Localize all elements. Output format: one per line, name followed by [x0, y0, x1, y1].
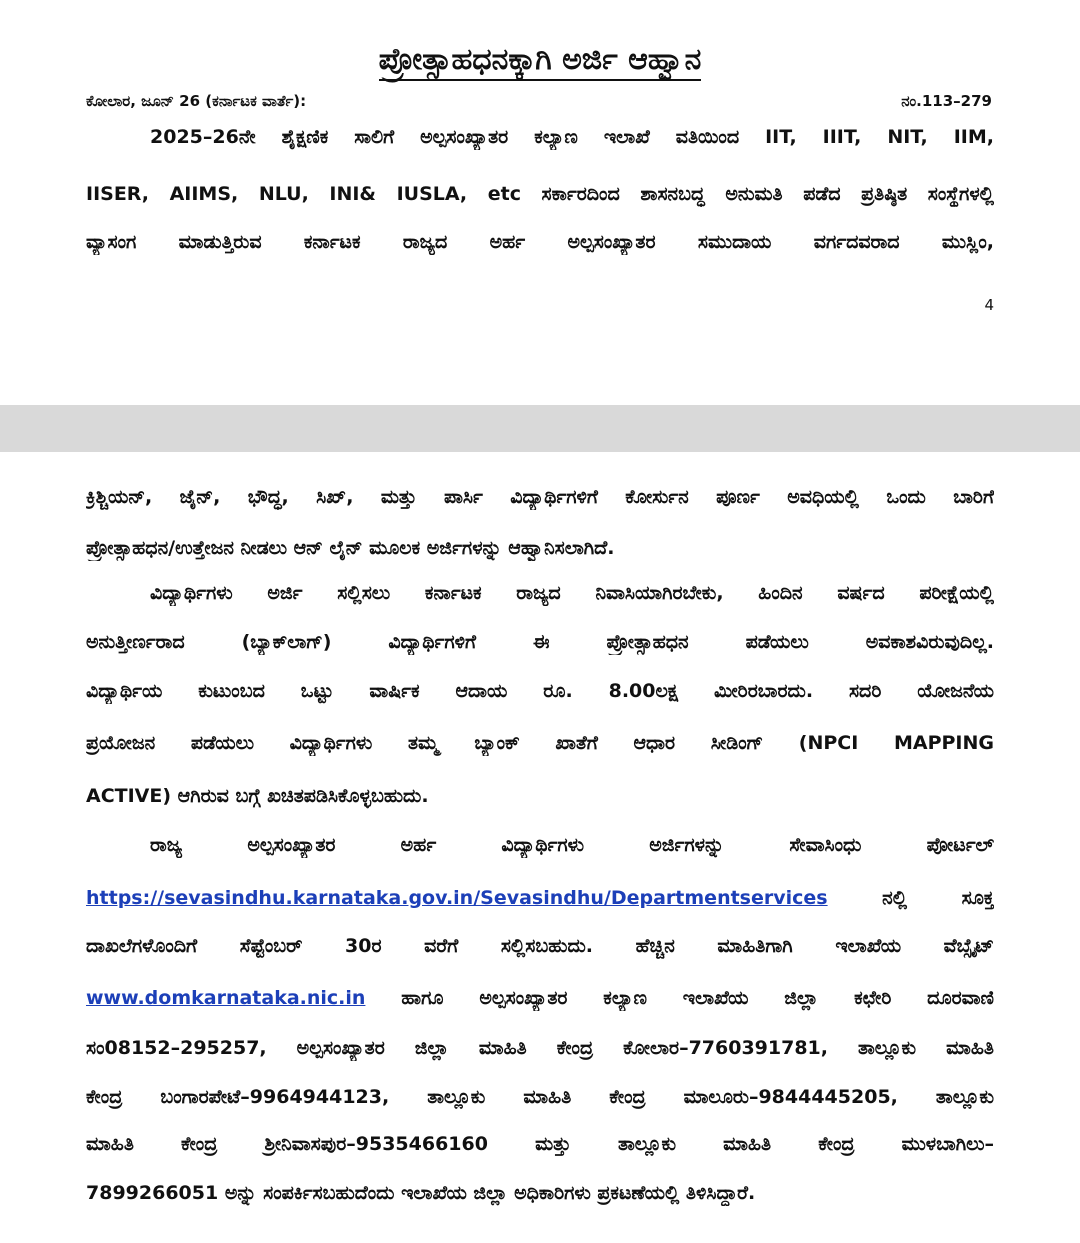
body-line: ದಾಖಲೆಗಳೊಂದಿಗೆ ಸೆಪ್ಟೆಂಬರ್ 30ರ ವರೆಗೆ ಸಲ್ಲಿಸಬಹುದು. ಹೆಚ್ಚಿನ ಮಾಹಿತಿಗಾಗಿ ಇಲಾಖೆಯ ವೆಬ್ಸೈಟ್	[86, 935, 994, 957]
body-line: ACTIVE) ಆಗಿರುವ ಬಗ್ಗೆ ಖಚಿತಪಡಿಸಿಕೊಳ್ಳಬಹುದು.	[86, 785, 429, 807]
sevasindhu-after-text: ನಲ್ಲಿ ಸೂಕ್ತ	[882, 887, 994, 909]
website-link[interactable]: www.domkarnataka.nic.in	[86, 987, 366, 1009]
body-line: IISER, AIIMS, NLU, INI& IUSLA, etc ಸರ್ಕಾರದಿಂದ ಶಾಸನಬದ್ಧ ಅನುಮತಿ ಪಡೆದ ಪ್ರತಿಷ್ಠಿತ ಸಂಸ್ಥೆಗಳಲ್ಲಿ	[86, 183, 994, 205]
website-after-text: ಹಾಗೂ ಅಲ್ಪಸಂಖ್ಯಾತರ ಕಲ್ಯಾಣ ಇಲಾಖೆಯ ಜಿಲ್ಲಾ ಕಛೇರಿ ದೂರವಾಣಿ	[401, 987, 994, 1009]
body-line: ವ್ಯಾಸಂಗ ಮಾಡುತ್ತಿರುವ ಕರ್ನಾಟಕ ರಾಜ್ಯದ ಅರ್ಹ ಅಲ್ಪಸಂಖ್ಯಾತರ ಸಮುದಾಯ ವರ್ಗದವರಾದ ಮುಸ್ಲಿಂ,	[86, 231, 994, 253]
body-line: ಕ್ರಿಶ್ಚಿಯನ್, ಜೈನ್, ಭೌದ್ಧ, ಸಿಖ್, ಮತ್ತು ಪಾರ್ಸಿ ವಿದ್ಯಾರ್ಥಿಗಳಿಗೆ ಕೋರ್ಸುನ ಪೂರ್ಣ ಅವಧಿಯಲ್ಲಿ ಒಂದು ಬಾರಿಗೆ	[86, 486, 994, 508]
page-number: 4	[984, 296, 994, 314]
body-line: ವಿದ್ಯಾರ್ಥಿಯ ಕುಟುಂಬದ ಒಟ್ಟು ವಾರ್ಷಿಕ ಆದಾಯ ರೂ. 8.00ಲಕ್ಷ ಮೀರಿರಬಾರದು. ಸದರಿ ಯೋಜನೆಯ	[86, 680, 994, 702]
body-line: 2025–26ನೇ ಶೈಕ್ಷಣಿಕ ಸಾಲಿಗೆ ಅಲ್ಪಸಂಖ್ಯಾತರ ಕಲ್ಯಾಣ ಇಲಾಖೆ ವತಿಯಿಂದ IIT, IIIT, NIT, IIM,	[150, 126, 994, 148]
reference-number: ನಂ.113–279	[901, 92, 992, 110]
website-line	[86, 985, 994, 1011]
sevasindhu-line	[86, 885, 994, 911]
body-line: 7899266051 ಅನ್ನು ಸಂಪರ್ಕಿಸಬಹುದೆಂದು ಇಲಾಖೆಯ ಜಿಲ್ಲಾ ಅಧಿಕಾರಿಗಳು ಪ್ರಕಟಣೆಯಲ್ಲಿ ತಿಳಿಸಿದ್ದಾರೆ.	[86, 1182, 756, 1204]
page-break-gap	[0, 405, 1080, 452]
body-line: ಮಾಹಿತಿ ಕೇಂದ್ರ ಶ್ರೀನಿವಾಸಪುರ–9535466160 ಮತ್ತು ತಾಲ್ಲೂಕು ಮಾಹಿತಿ ಕೇಂದ್ರ ಮುಳಬಾಗಿಲು–	[86, 1133, 994, 1155]
body-line: ಸಂ08152–295257, ಅಲ್ಪಸಂಖ್ಯಾತರ ಜಿಲ್ಲಾ ಮಾಹಿತಿ ಕೇಂದ್ರ ಕೋಲಾರ–7760391781, ತಾಲ್ಲೂಕು ಮಾಹಿತಿ	[86, 1037, 994, 1059]
body-line: ವಿದ್ಯಾರ್ಥಿಗಳು ಅರ್ಜಿ ಸಲ್ಲಿಸಲು ಕರ್ನಾಟಕ ರಾಜ್ಯದ ನಿವಾಸಿಯಾಗಿರಬೇಕು, ಹಿಂದಿನ ವರ್ಷದ ಪರೀಕ್ಷೆಯಲ್ಲಿ	[150, 582, 994, 604]
body-line: ಪ್ರೋತ್ಸಾಹಧನ/ಉತ್ತೇಜನ ನೀಡಲು ಆನ್ ಲೈನ್ ಮೂಲಕ ಅರ್ಜಿಗಳನ್ನು ಆಹ್ವಾನಿಸಲಾಗಿದೆ.	[86, 537, 615, 559]
dateline: ಕೋಲಾರ, ಜೂನ್ 26 (ಕರ್ನಾಟಕ ವಾರ್ತೆ):	[86, 92, 307, 110]
body-line: ಅನುತ್ತೀರ್ಣರಾದ (ಬ್ಯಾಕ್‌ಲಾಗ್) ವಿದ್ಯಾರ್ಥಿಗಳಿಗೆ ಈ ಪ್ರೋತ್ಸಾಹಧನ ಪಡೆಯಲು ಅವಕಾಶವಿರುವುದಿಲ್ಲ.	[86, 631, 994, 653]
sevasindhu-link[interactable]: https://sevasindhu.karnataka.gov.in/Sevasindhu/Departmentservices	[86, 887, 828, 909]
notice-title: ಪ್ರೋತ್ಸಾಹಧನಕ್ಕಾಗಿ ಅರ್ಜಿ ಆಹ್ವಾನ	[0, 42, 1080, 77]
body-line: ಕೇಂದ್ರ ಬಂಗಾರಪೇಟೆ–9964944123, ತಾಲ್ಲೂಕು ಮಾಹಿತಿ ಕೇಂದ್ರ ಮಾಲೂರು–9844445205, ತಾಲ್ಲೂಕು	[86, 1086, 994, 1108]
body-line: ರಾಜ್ಯ ಅಲ್ಪಸಂಖ್ಯಾತರ ಅರ್ಹ ವಿದ್ಯಾರ್ಥಿಗಳು ಅರ್ಜಿಗಳನ್ನು ಸೇವಾಸಿಂಧು ಪೋರ್ಟಲ್	[150, 834, 994, 856]
body-line: ಪ್ರಯೋಜನ ಪಡೆಯಲು ವಿದ್ಯಾರ್ಥಿಗಳು ತಮ್ಮ ಬ್ಯಾಂಕ್ ಖಾತೆಗೆ ಆಧಾರ ಸೀಡಿಂಗ್ (NPCI MAPPING	[86, 732, 994, 754]
